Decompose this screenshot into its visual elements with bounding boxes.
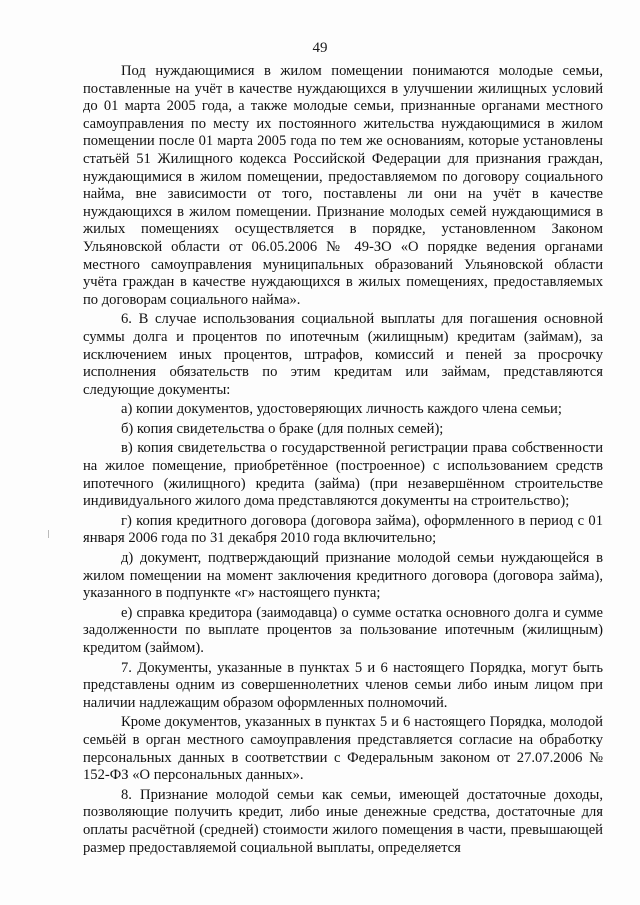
- list-item-a: а) копии документов, удостоверяющих личность каждого члена семьи;: [121, 401, 562, 418]
- page-number: 49: [312, 40, 328, 56]
- list-item-g: г) копия кредитного договора (договора займа), оформленного в период с 01 января 2006 года по 31 декабря 2010 года включительно;: [83, 512, 603, 547]
- list-item-d: д) документ, подтверждающий признание молодой семьи нуждающейся в жилом помещении на момент заключения кредитного договора (договора займа), указанного в подпункте «г» настоящего пункта;: [83, 550, 603, 602]
- paragraph-7-consent: Кроме документов, указанных в пунктах 5 и 6 настоящего Порядка, молодой семьёй в орган местного самоуправления представляется согласие на обработку персональных данных в соответствии с Федеральным законом от 27.07.2006 № 152-ФЗ «О персональных данных».: [83, 714, 603, 784]
- margin-mark: [48, 530, 49, 538]
- list-item-v: в) копия свидетельства о государственной регистрации права собственности на жилое помещение, приобретённое (построенное) с использованием средств ипотечного (жилищного) кредита (займа) (при незавершённом строительстве индивидуального жилого дома представляются документы на строительство);: [83, 440, 603, 510]
- list-item-b: б) копия свидетельства о браке (для полных семей);: [121, 420, 444, 437]
- list-item-e: е) справка кредитора (заимодавца) о сумме остатка основного долга и сумме задолженности по выплате процентов за пользование ипотечным (жилищным) кредитом (займом).: [83, 604, 603, 656]
- document-body: [83, 63, 603, 857]
- paragraph-7: 7. Документы, указанные в пунктах 5 и 6 настоящего Порядка, могут быть представлены одним из совершеннолетних членов семьи либо иным лицом при наличии надлежащим образом оформленных полномочий.: [83, 659, 603, 711]
- paragraph-8: 8. Признание молодой семьи как семьи, имеющей достаточные доходы, позволяющие получить кредит, либо иные денежные средства, достаточные для оплаты расчётной (средней) стоимости жилого помещения в части, превышающей размер предоставляемой социальной выплаты, определяется: [83, 786, 603, 856]
- paragraph-definition: Под нуждающимися в жилом помещении понимаются молодые семьи, поставленные на учёт в качестве нуждающихся в улучшении жилищных условий до 01 марта 2005 года, а также молодые семьи, признанные органами местного самоуправления по месту их постоянного жительства нуждающимися в жилом помещении после 01 марта 2005 года по тем же основаниям, которые установлены статьёй 51 Жилищного кодекса Российской Федерации для признания граждан, нуждающимися в жилом помещении, предоставляемом по договору социального найма, вне зависимости от того, поставлены ли они на учёт в качестве нуждающихся в жилом помещении. Признание молодых семей нуждающимися в жилых помещениях осуществляется в порядке, установленном Законом Ульяновской области от 06.05.2006 № 49-ЗО «О порядке ведения органами местного самоуправления муниципальных образований Ульяновской области учёта граждан в качестве нуждающихся в жилых помещениях, предоставляемых по договорам социального найма».: [83, 63, 603, 308]
- paragraph-6-intro: 6. В случае использования социальной выплаты для погашения основной суммы долга и процентов по ипотечным (жилищным) кредитам (займам), за исключением иных процентов, штрафов, комиссий и пеней за просрочку исполнения обязательств по этим кредитам или займам, представляются следующие документы:: [83, 311, 603, 398]
